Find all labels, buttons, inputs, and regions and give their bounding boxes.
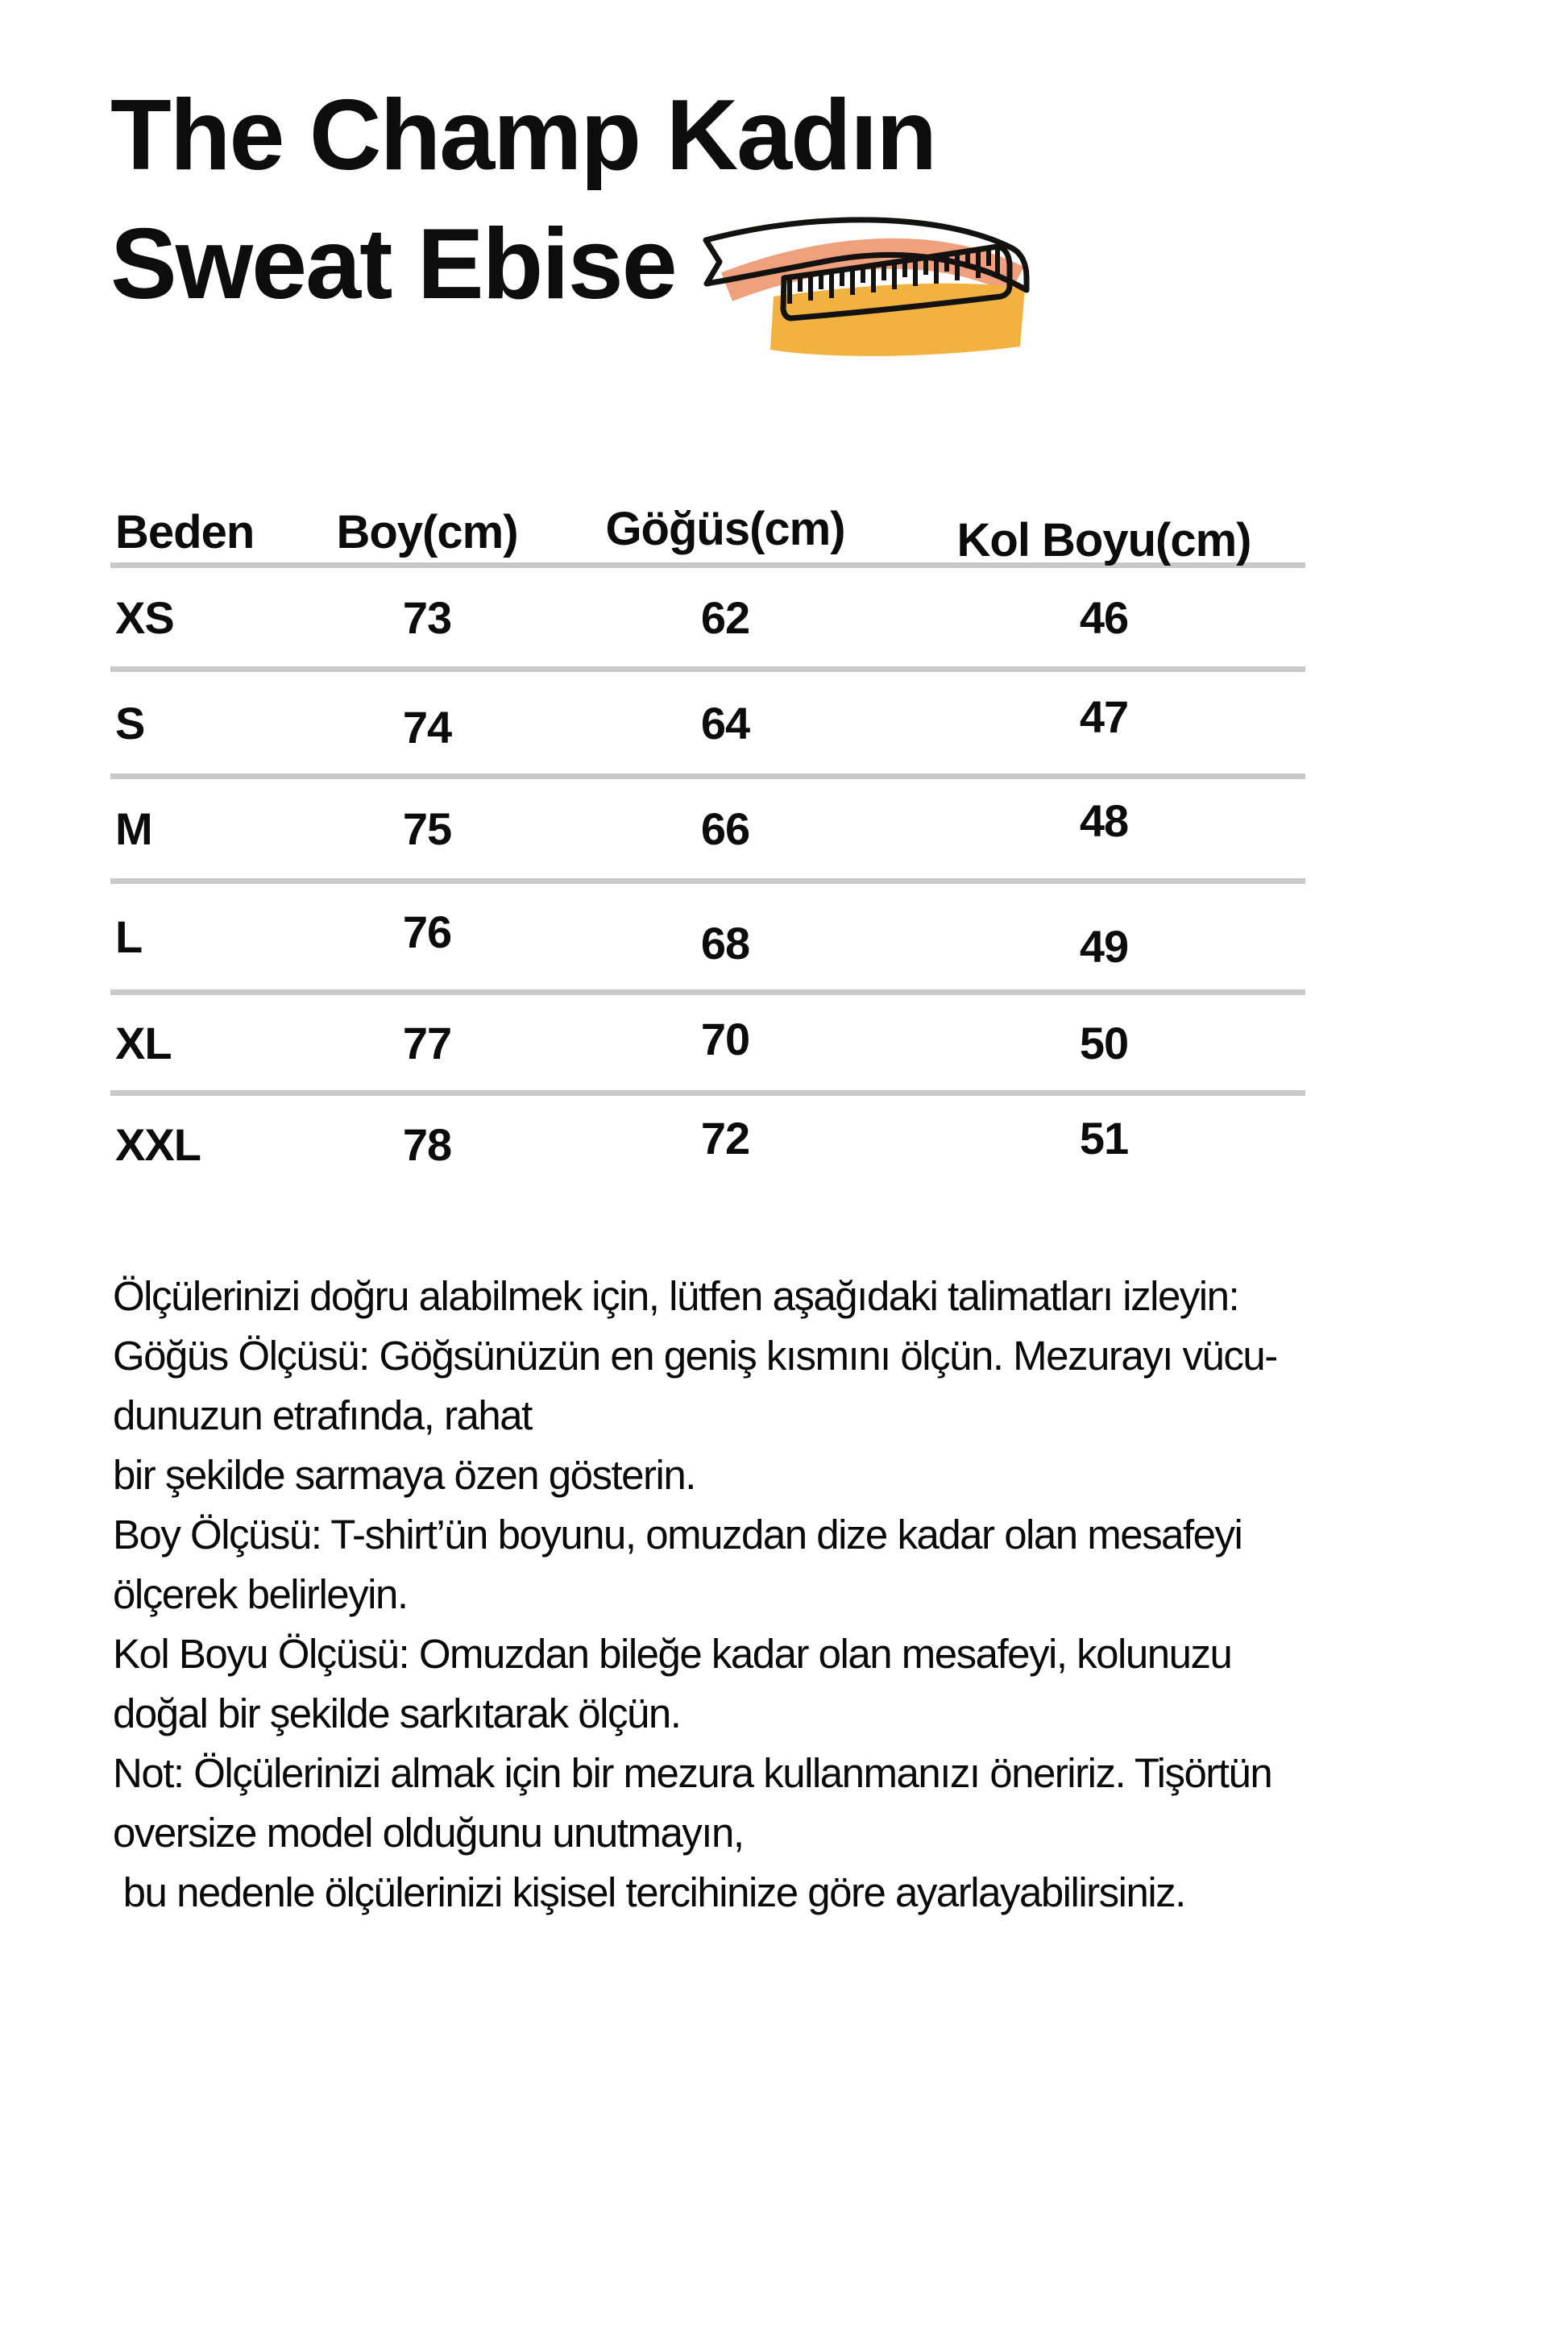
- kol-boyu-value: 46: [1079, 591, 1129, 643]
- size-label: XXL: [115, 1118, 201, 1170]
- gogus-value: 70: [700, 1013, 750, 1064]
- boy-value: 74: [402, 701, 452, 753]
- instruction-line: Ölçülerinizi doğru alabilmek için, lütfen aşağıdaki talimatları izleyin:: [113, 1273, 1239, 1319]
- table-header-row: [110, 496, 1305, 568]
- size-table: [110, 496, 1305, 1193]
- kol-boyu-value: 50: [1079, 1017, 1129, 1068]
- instruction-line: ölçerek belirleyin.: [113, 1571, 408, 1617]
- kol-boyu-value: 47: [1079, 691, 1129, 742]
- instruction-line: bir şekilde sarmaya özen gösterin.: [113, 1452, 695, 1498]
- title-line-2: Sweat Ebise: [110, 209, 676, 320]
- gogus-value: 64: [700, 697, 750, 749]
- kol-boyu-value: 49: [1079, 921, 1129, 972]
- size-label: M: [115, 803, 152, 854]
- instruction-line: Boy Ölçüsü: T-shirt’ün boyunu, omuzdan dize kadar olan mesafeyi: [113, 1512, 1242, 1558]
- instruction-line: Göğüs Ölçüsü: Göğsünüzün en geniş kısmını ölçün. Mezurayı vücu-: [113, 1333, 1277, 1379]
- size-label: XS: [115, 591, 174, 643]
- boy-value: 75: [402, 803, 452, 854]
- column-header-kol-boyu: Kol Boyu(cm): [956, 514, 1251, 566]
- instruction-line: bu nedenle ölçülerinizi kişisel tercihinize göre ayarlayabilirsiniz.: [113, 1869, 1185, 1915]
- table-row-s: [110, 672, 1305, 779]
- boy-value: 78: [402, 1118, 452, 1170]
- measuring-tape-icon: [693, 200, 1039, 373]
- gogus-value: 72: [700, 1112, 750, 1164]
- boy-value: 73: [402, 591, 452, 643]
- gogus-value: 62: [700, 591, 750, 643]
- instruction-line: Kol Boyu Ölçüsü: Omuzdan bileğe kadar olan mesafeyi, kolunuzu: [113, 1631, 1232, 1677]
- kol-boyu-value: 48: [1079, 795, 1129, 846]
- gogus-value: 66: [700, 803, 750, 854]
- instruction-line: oversize model olduğunu unutmayın,: [113, 1810, 744, 1856]
- kol-boyu-value: 51: [1079, 1112, 1129, 1164]
- size-label: S: [115, 697, 145, 749]
- size-label: L: [115, 911, 143, 962]
- instruction-line: dunuzun etrafında, rahat: [113, 1392, 532, 1438]
- table-row-xxl: [110, 1096, 1305, 1193]
- table-row-xs: [110, 568, 1305, 672]
- table-row-l: [110, 884, 1305, 995]
- instruction-line: Not: Ölçülerinizi almak için bir mezura kullanmanızı öneririz. Tişörtün: [113, 1750, 1272, 1796]
- table-row-xl: [110, 995, 1305, 1096]
- size-label: XL: [115, 1017, 172, 1068]
- column-header-gogus: Göğüs(cm): [605, 503, 845, 555]
- boy-value: 76: [402, 906, 452, 957]
- column-header-boy: Boy(cm): [336, 506, 518, 558]
- measurement-instructions: [113, 1267, 1555, 1923]
- boy-value: 77: [402, 1017, 452, 1068]
- column-header-beden: Beden: [115, 506, 255, 558]
- table-row-m: [110, 779, 1305, 884]
- instruction-line: doğal bir şekilde sarkıtarak ölçün.: [113, 1690, 681, 1736]
- title-line-1: The Champ Kadın: [110, 80, 936, 191]
- gogus-value: 68: [700, 918, 750, 969]
